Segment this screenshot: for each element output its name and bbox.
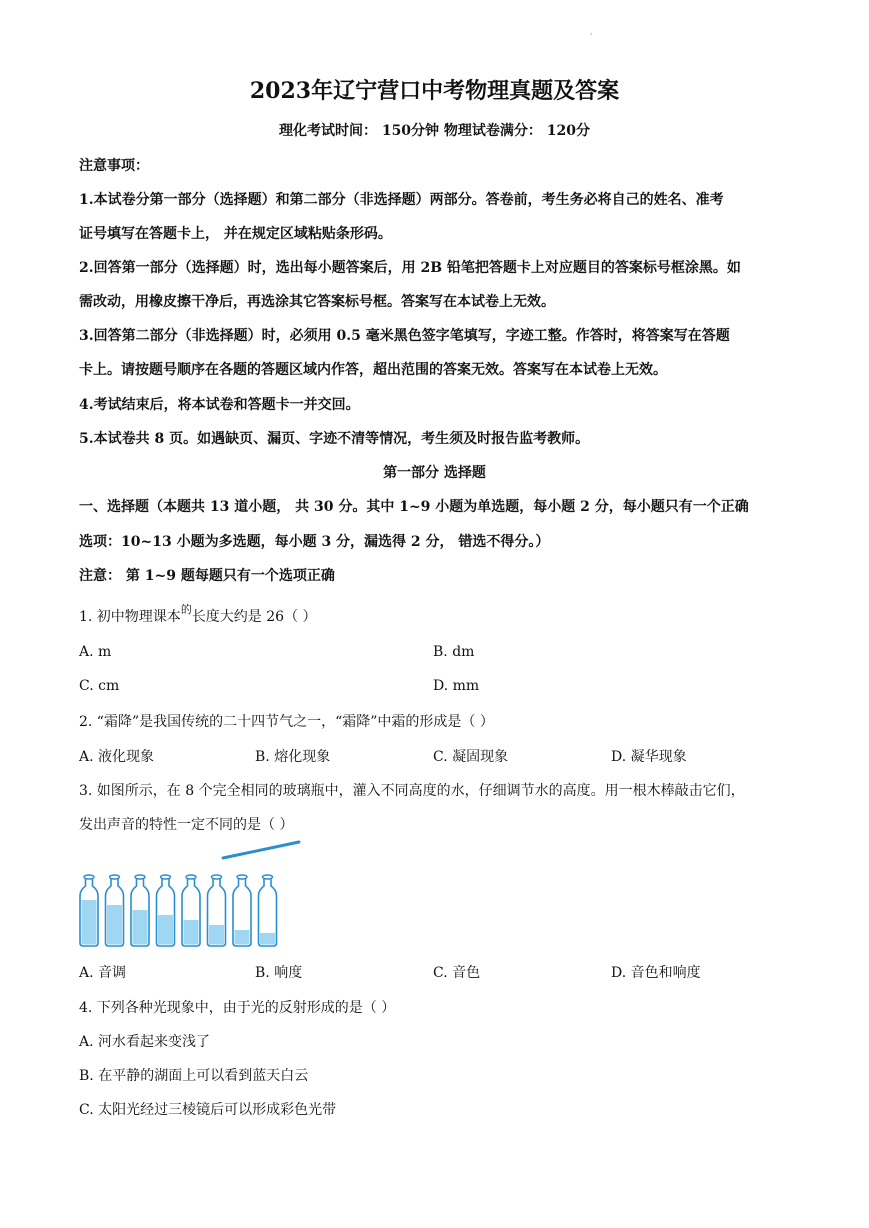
bottle (157, 875, 175, 946)
bottle-rim (161, 875, 171, 879)
question-1-stem: 1. 初中物理课本$^的$长度大约是 26（ ） (79, 603, 317, 625)
option-d: D. 凝华现象 (611, 749, 687, 765)
option-d: D. 音色和响度 (611, 965, 701, 981)
section-note: 注意： 第 1~9 题每题只有一个选项正确 (79, 568, 335, 584)
bottle (106, 875, 124, 946)
option-a: A. 音调 (79, 965, 127, 981)
bottle (208, 875, 226, 946)
corner-mark: · (590, 30, 593, 39)
bottle-rim (84, 875, 94, 879)
bottle-water (133, 910, 148, 945)
bottle (131, 875, 149, 946)
bottle-water (184, 920, 199, 945)
bottle-water (235, 930, 250, 945)
option-d: D. mm (433, 678, 480, 694)
notes-heading: 注意事项： (79, 158, 149, 174)
page-title: 2023年辽宁营口中考物理真题及答案 (249, 78, 620, 104)
option-b: B. 在平静的湖面上可以看到蓝天白云 (79, 1068, 309, 1084)
question-2-stem: 2. “霜降”是我国传统的二十四节气之一，“霜降”中霜的形成是（ ） (79, 714, 494, 730)
bottle-water (82, 900, 97, 945)
bottle-water (260, 933, 275, 945)
exam-info: 理化考试时间： 150分钟 物理试卷满分： 120分 (278, 123, 591, 139)
question-4-stem: 4. 下列各种光现象中，由于光的反射形成的是（ ） (79, 1000, 396, 1016)
section-instructions: 选项：10~13 小题为多选题，每小题 3 分，漏选得 2 分， 错选不得分。） (79, 534, 550, 550)
bottle-water (158, 915, 173, 945)
option-b: B. dm (433, 644, 475, 660)
option-a: A. 液化现象 (79, 749, 155, 765)
option-a: A. 河水看起来变浅了 (79, 1034, 211, 1050)
bottle-rim (263, 875, 273, 879)
bottle (233, 875, 251, 946)
option-b: B. 熔化现象 (255, 749, 331, 765)
option-a: A. m (79, 644, 112, 660)
note-line: 2.回答第一部分（选择题）时，选出每小题答案后，用 2B 铅笔把答题卡上对应题目的答案标号框涂黑。如 (79, 260, 741, 276)
note-line: 需改动，用橡皮擦干净后，再选涂其它答案标号框。答案写在本试卷上无效。 (79, 294, 555, 310)
bottle (182, 875, 200, 946)
stick (223, 842, 299, 858)
bottle (259, 875, 277, 946)
bottle-rim (212, 875, 222, 879)
option-c: C. 太阳光经过三棱镜后可以形成彩色光带 (79, 1102, 337, 1118)
bottle-water (107, 905, 122, 945)
note-line: 卡上。请按题号顺序在各题的答题区域内作答，超出范围的答案无效。答案写在本试卷上无效。 (79, 362, 667, 378)
option-b: B. 响度 (255, 965, 303, 981)
bottle-rim (186, 875, 196, 879)
note-line: 3.回答第二部分（非选择题）时，必须用 0.5 毫米黑色签字笔填写，字迹工整。作答时，将答案写在答题 (79, 328, 730, 344)
question-3-stem: 发出声音的特性一定不同的是（ ） (79, 817, 294, 833)
bottle-water (209, 925, 224, 945)
note-line: 1.本试卷分第一部分（选择题）和第二部分（非选择题）两部分。答卷前，考生务必将自己的姓名、准考 (79, 192, 724, 208)
option-c: C. cm (79, 678, 120, 694)
section-instructions: 一、选择题（本题共 13 道小题， 共 30 分。其中 1~9 小题为单选题，每小题 2 分，每小题只有一个正确 (79, 499, 749, 515)
bottle (80, 875, 98, 946)
note-line: 证号填写在答题卡上， 并在规定区域粘贴条形码。 (79, 226, 392, 242)
bottle-rim (135, 875, 145, 879)
note-line: 4.考试结束后，将本试卷和答题卡一并交回。 (79, 397, 360, 413)
bottles-figure (75, 838, 305, 953)
question-3-stem: 3. 如图所示，在 8 个完全相同的玻璃瓶中，灌入不同高度的水，仔细调节水的高度。用一根木棒敲击它们， (79, 783, 745, 799)
option-c: C. 音色 (433, 965, 481, 981)
option-c: C. 凝固现象 (433, 749, 509, 765)
part1-heading: 第一部分 选择题 (383, 465, 486, 481)
bottle-rim (237, 875, 247, 879)
bottle-rim (110, 875, 120, 879)
note-line: 5.本试卷共 8 页。如遇缺页、漏页、字迹不清等情况，考生须及时报告监考教师。 (79, 431, 590, 447)
